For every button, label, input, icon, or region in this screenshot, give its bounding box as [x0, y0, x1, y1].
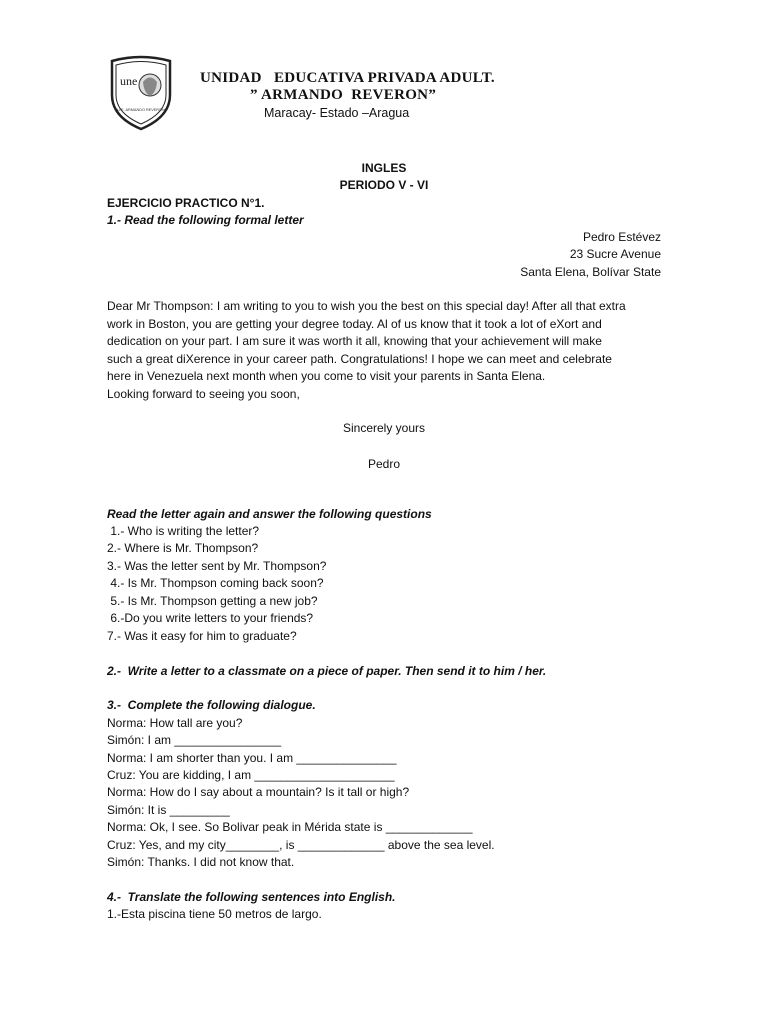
- sender-name: Pedro Estévez: [582, 230, 661, 244]
- question-item: 1.- Who is writing the letter?: [107, 524, 260, 538]
- dialogue-line: Norma: How do I say about a mountain? Is it tall or high?: [107, 785, 410, 799]
- questions-title: Read the letter again and answer the following questions: [107, 507, 432, 521]
- question-item: 7.- Was it easy for him to graduate?: [107, 629, 297, 643]
- sender-street: 23 Sucre Avenue: [569, 247, 661, 261]
- dialogue-line: Cruz: Yes, and my city________, is _____________ above the sea level.: [107, 838, 495, 852]
- logo-caption-text: U.E. ARMANDO REVERON: [117, 108, 165, 112]
- subject-title: INGLES: [361, 161, 407, 175]
- letter-closing-line: Looking forward to seeing you soon,: [107, 386, 300, 401]
- section1-title: 1.- Read the following formal letter: [107, 213, 304, 227]
- letter-body: [107, 298, 660, 403]
- school-location: Maracay- Estado –Aragua: [264, 106, 410, 120]
- question-item: 2.- Where is Mr. Thompson?: [107, 541, 259, 555]
- question-item: 3.- Was the letter sent by Mr. Thompson?: [107, 559, 327, 573]
- letter-body-line: dedication on your part. I am sure it was worth it all, knowing that your achievement will make: [107, 334, 602, 348]
- school-name: UNIDAD EDUCATIVA PRIVADA ADULT.: [200, 70, 495, 86]
- dialogue-line: Cruz: You are kidding, I am _____________________: [107, 768, 395, 782]
- school-name-line2: ” ARMANDO REVERON”: [250, 87, 437, 103]
- section4-title: 4.- Translate the following sentences into English.: [107, 890, 396, 904]
- dialogue-line: Simón: I am ________________: [107, 733, 282, 747]
- dialogue-line: Norma: I am shorter than you. I am _______________: [107, 751, 397, 765]
- logo-mark-text: une: [120, 74, 138, 88]
- question-item: 4.- Is Mr. Thompson coming back soon?: [107, 576, 324, 590]
- letter-signature: Pedro: [367, 457, 401, 471]
- section3-title: 3.- Complete the following dialogue.: [107, 698, 316, 712]
- dialogue-line: Simón: Thanks. I did not know that.: [107, 855, 295, 869]
- question-item: 6.-Do you write letters to your friends?: [107, 611, 314, 625]
- letter-body-line: Dear Mr Thompson: I am writing to you to wish you the best on this special day! After all that extra: [107, 299, 626, 313]
- sender-city: Santa Elena, Bolívar State: [520, 265, 661, 279]
- period-title: PERIODO V - VI: [339, 178, 429, 192]
- dialogue-line: Norma: How tall are you?: [107, 716, 243, 730]
- letter-sign-off: Sincerely yours: [342, 421, 426, 435]
- translate-item: 1.-Esta piscina tiene 50 metros de largo.: [107, 907, 322, 921]
- letter-body-line: such a great diXerence in your career path. Congratulations! I hope we can meet and celebrate: [107, 351, 612, 366]
- school-logo: [106, 55, 176, 131]
- question-item: 5.- Is Mr. Thompson getting a new job?: [107, 594, 318, 608]
- section2-title: 2.- Write a letter to a classmate on a piece of paper. Then send it to him / her.: [107, 664, 547, 678]
- exercise-title: EJERCICIO PRACTICO N°1.: [107, 196, 265, 210]
- letter-body-line: here in Venezuela next month when you come to visit your parents in Santa Elena.: [107, 369, 546, 383]
- letter-body-line: work in Boston, you are getting your degree today. Al of us know that it took a lot of eXort and: [107, 316, 602, 331]
- dialogue-line: Norma: Ok, I see. So Bolivar peak in Mérida state is _____________: [107, 820, 473, 834]
- dialogue-line: Simón: It is _________: [107, 803, 230, 817]
